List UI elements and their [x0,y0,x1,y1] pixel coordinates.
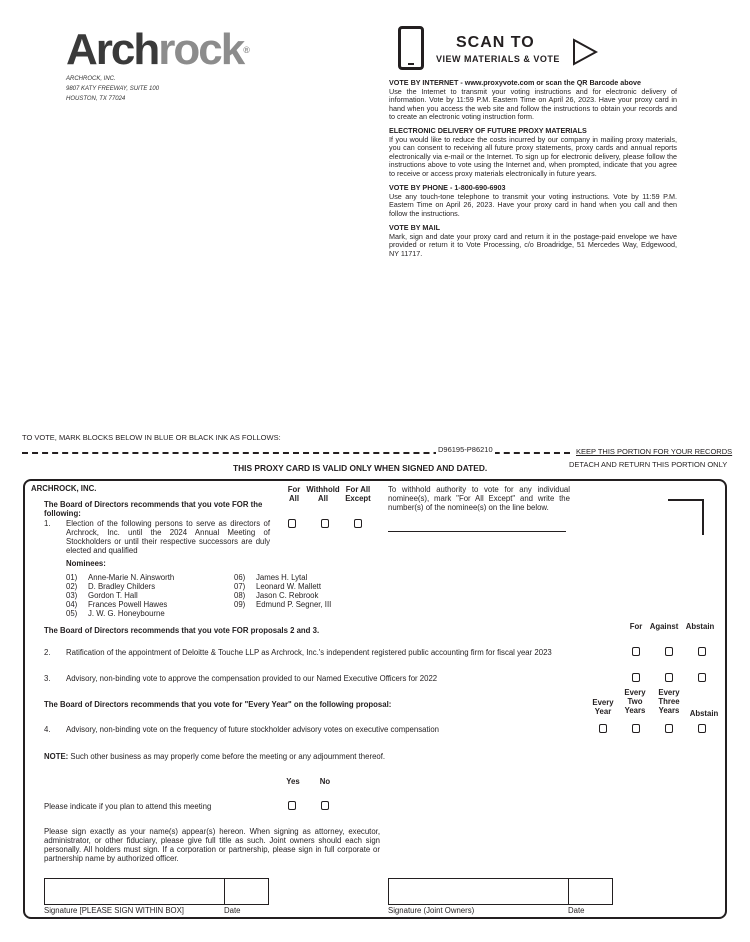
vote-mail-heading: VOTE BY MAIL [389,223,440,232]
col-no: No [319,777,331,786]
vote-internet-section [389,79,677,122]
control-code: D96195-P86210 [438,445,493,454]
joint-signature-label: Signature (Joint Owners) [388,906,475,915]
item2-text: Ratification of the appointment of Deloitte & Touche LLP as Archrock, Inc.'s independent registered public accounting firm for fiscal year 2023 [66,648,552,657]
company-name: ARCHROCK, INC. [31,484,97,493]
signature-label: Signature [PLEASE SIGN WITHIN BOX] [44,906,184,915]
col-abstain-frequency: Abstain [689,709,719,718]
col-against: Against [649,622,679,631]
nominee-item: 07) Leonard W. Mallett [234,582,322,591]
col-for-all-except: For All Except [345,485,371,503]
address-line: ARCHROCK, INC. [66,76,116,82]
date-label: Date [224,906,241,915]
checkbox-for-all-except[interactable] [354,519,362,528]
board-recommendation-2: The Board of Directors recommends that you vote FOR proposals 2 and 3. [44,626,320,635]
vote-phone-heading: VOTE BY PHONE - 1-800-690-6903 [389,183,506,192]
col-withhold-all: Withhold All [306,485,340,503]
signing-instructions: Please sign exactly as your name(s) appear(s) hereon. When signing as attorney, executor, administrator, or other fiduciary, please give full title as such. Joint owners should each sign personally. All holders must sign. If a corporation or partnership, please sign in full corporate or partnership name by authorized officer. [44,827,380,863]
nominee-item: 03) Gordon T. Hall [66,591,138,600]
col-abstain: Abstain [685,622,715,631]
checkbox-item4-every-three-years[interactable] [665,724,673,733]
nominee-exception-line[interactable] [388,531,566,532]
keep-portion-label: KEEP THIS PORTION FOR YOUR RECORDS [576,447,733,456]
item1-text: Election of the following persons to serve as directors of Archrock, Inc. until the 2024 Annual Meeting of Stockholders or until their respective successors are duly elected and qualified [66,519,270,555]
vote-mail-section [389,224,677,258]
col-every-three-years: Every Three Years [658,688,680,715]
nominees-label: Nominees: [66,559,106,568]
board-recommendation-3: The Board of Directors recommends that you vote for "Every Year" on the following proposal: [44,700,392,709]
checkbox-item2-against[interactable] [665,647,673,656]
vote-internet-heading[interactable]: VOTE BY INTERNET - www.proxyvote.com or scan the QR Barcode above [389,78,642,87]
ink-instruction: TO VOTE, MARK BLOCKS BELOW IN BLUE OR BLACK INK AS FOLLOWS: [22,433,281,442]
joint-signature-box[interactable] [388,878,569,905]
company-address [66,74,159,104]
detach-portion-label: DETACH AND RETURN THIS PORTION ONLY [569,460,728,469]
nominee-list-right [234,573,331,609]
nominee-item: 05) J. W. G. Honeybourne [66,609,165,618]
checkbox-item4-abstain[interactable] [698,724,706,733]
checkbox-item4-every-year[interactable] [599,724,607,733]
item-number: 3. [44,674,51,683]
nominee-item: 09) Edmund P. Segner, III [234,600,332,609]
checkbox-for-all[interactable] [288,519,296,528]
checkbox-withhold-all[interactable] [321,519,329,528]
item-number: 2. [44,648,51,657]
date-box[interactable] [224,878,269,905]
item4-text: Advisory, non-binding vote on the frequency of future stockholder advisory votes on executive compensation [66,725,440,734]
item3-text: Advisory, non-binding vote to approve the compensation provided to our Named Executive Officers for 2022 [66,674,438,683]
item-number: 4. [44,725,51,734]
nominee-item: 02) D. Bradley Childers [66,582,156,591]
vote-phone-section [389,184,677,218]
checkbox-item3-against[interactable] [665,673,673,682]
signature-box[interactable] [44,878,225,905]
joint-date-box[interactable] [568,878,613,905]
item-number: 1. [44,519,51,528]
col-yes: Yes [286,777,300,786]
joint-date-label: Date [568,906,585,915]
col-for: For [629,622,643,631]
nominee-item: 08) Jason C. Rebrook [234,591,319,600]
valid-notice: THIS PROXY CARD IS VALID ONLY WHEN SIGNED AND DATED. [233,463,488,473]
scan-title: SCAN TO [456,34,535,51]
electronic-delivery-heading: ELECTRONIC DELIVERY OF FUTURE PROXY MATERIALS [389,126,587,135]
nominee-item: 04) Frances Powell Hawes [66,600,168,609]
checkbox-attend-yes[interactable] [288,801,296,810]
nominee-item: 06) James H. Lytal [234,573,308,582]
play-arrow-icon [572,38,598,66]
scan-subtitle: VIEW MATERIALS & VOTE [436,54,560,64]
board-recommendation-1: The Board of Directors recommends that you vote FOR the following: [44,500,263,518]
vote-phone-body: Use any touch-tone telephone to transmit your voting instructions. Vote by 11:59 P.M. Eastern Time on April 26, 2023. Have your proxy card in hand when you call and then follow the instructions. [389,191,677,218]
electronic-delivery-body: If you would like to reduce the costs incurred by our company in mailing proxy materials, you can consent to receiving all future proxy statements, proxy cards and annual reports electronically via e-mail or the Internet. To sign up for electronic delivery, please follow the instructions above to vote using the Internet and, when prompted, indicate that you agree to receive or access proxy materials electronically in future years. [389,134,677,178]
vote-internet-body: Use the Internet to transmit your voting instructions and for electronic delivery of information. Vote by 11:59 P.M. Eastern Time on April 26, 2023. Have your proxy card in hand when you access the web site and follow the instructions to obtain your records and to create an electronic voting instruction form. [389,86,677,122]
address-line: HOUSTON, TX 77024 [66,96,126,102]
checkbox-item3-for[interactable] [632,673,640,682]
checkbox-attend-no[interactable] [321,801,329,810]
nominee-list-left [66,573,174,618]
electronic-delivery-section [389,127,677,179]
col-for-all: For All [287,485,301,503]
vote-mail-body: Mark, sign and date your proxy card and return it in the postage-paid envelope we have provided or return it to Vote Processing, c/o Broadridge, 51 Mercedes Way, Edgewood, NY 11717. [389,231,677,258]
checkbox-item2-abstain[interactable] [698,647,706,656]
checkbox-item4-every-two-years[interactable] [632,724,640,733]
address-line: 9807 KATY FREEWAY, SUITE 100 [66,86,160,92]
note-text: NOTE: Such other business as may properly come before the meeting or any adjournment thereof. [44,752,386,761]
col-every-year: Every Year [592,698,614,716]
archrock-logo: Archrock® [66,25,250,74]
col-every-two-years: Every Two Years [624,688,646,715]
smartphone-icon [398,26,424,70]
checkbox-item3-abstain[interactable] [698,673,706,682]
nominee-item: 01) Anne-Marie N. Ainsworth [66,573,175,582]
checkbox-item2-for[interactable] [632,647,640,656]
withhold-instruction: To withhold authority to vote for any individual nominee(s), mark "For All Except" and write the number(s) of the nominee(s) on the line below. [388,485,570,512]
corner-mark [668,499,704,535]
attend-meeting-label: Please indicate if you plan to attend this meeting [44,802,212,811]
